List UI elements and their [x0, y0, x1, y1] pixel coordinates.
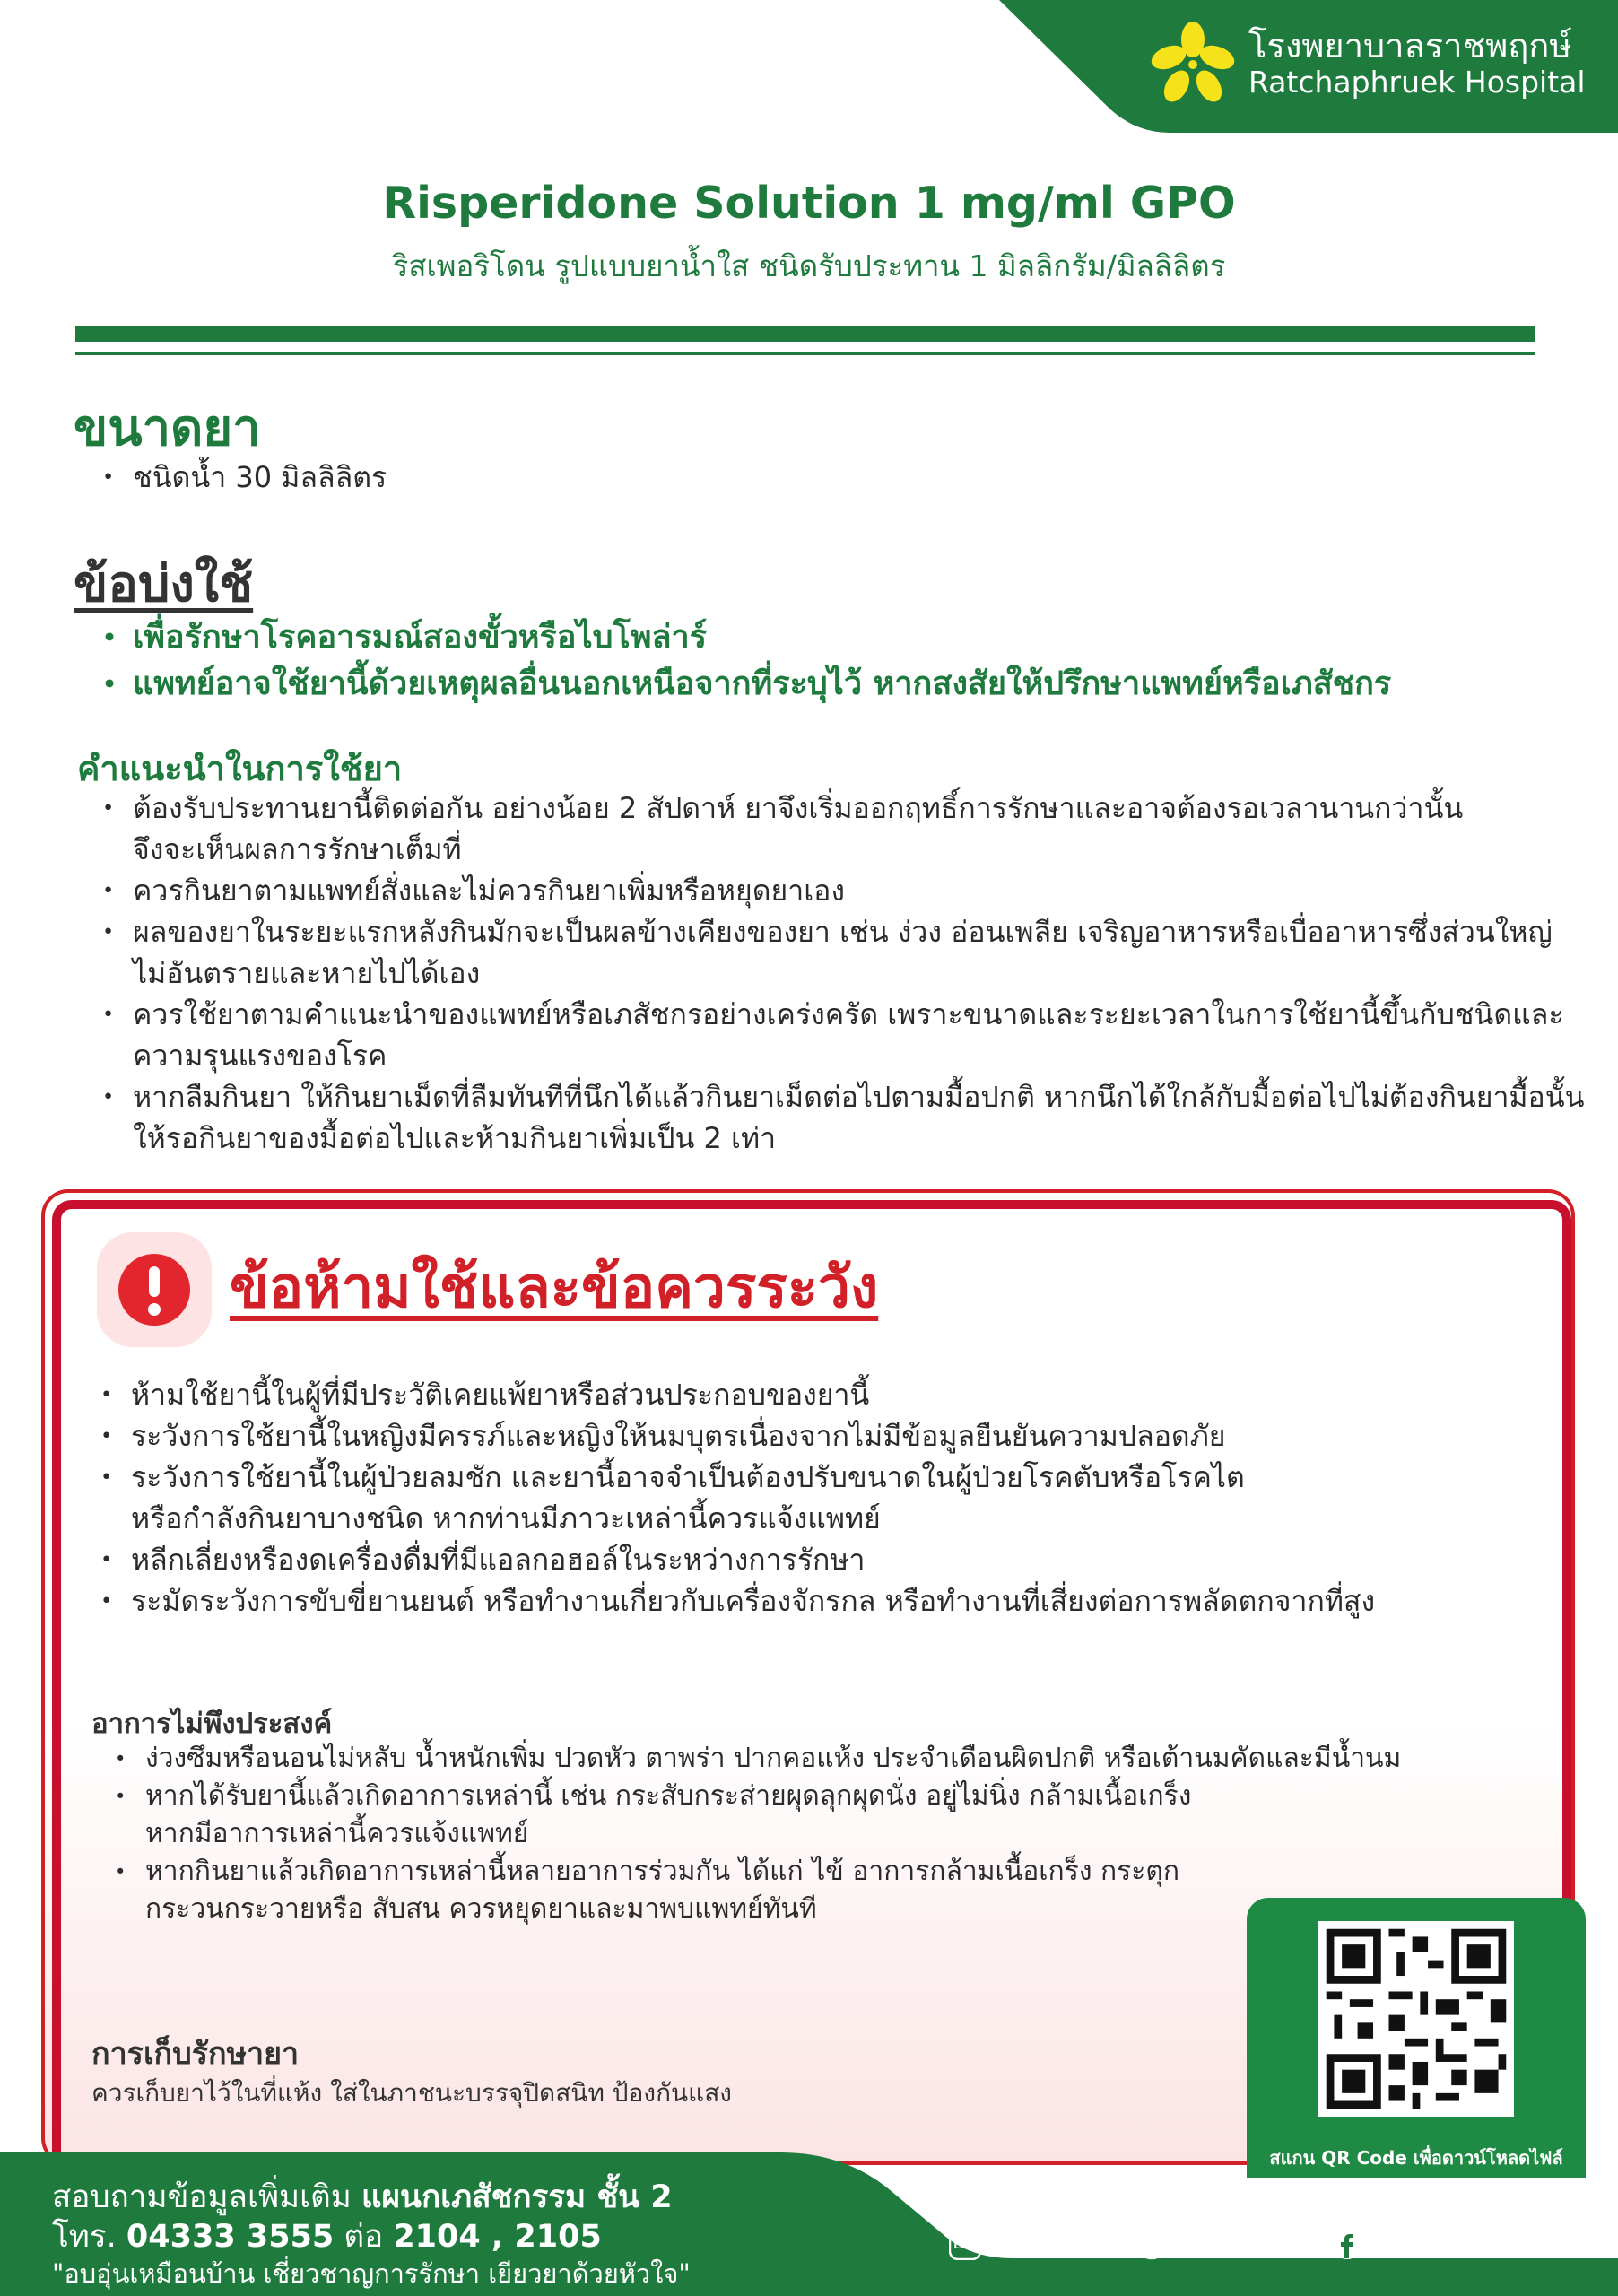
side-effects-list: [109, 1740, 1401, 1928]
hospital-name-th: โรงพยาบาลราชพฤกษ์: [1248, 26, 1572, 65]
globe-icon: [1135, 2228, 1168, 2260]
advice-item: • ต้องรับประทานยานี้ติดต่อกัน อย่างน้อย 2 สัปดาห์ ยาจึงเริ่มออกฤทธิ์การรักษาและอาจต้องรอเวลานานกว่านั้น จึงจะเห็นผลการรักษาเต็มที่: [97, 787, 1584, 870]
side-effect-item: • หากกินยาแล้วเกิดอาการเหล่านี้หลายอาการร่วมกัน ได้แก่ ไข้ อาการกล้ามเนื้อเกร็ง กระตุก กระวนกระวายหรือ สับสน ควรหยุดยาและมาพบแพทย์ทันที: [109, 1853, 1401, 1928]
storage-text: ควรเก็บยาไว้ในที่แห้ง ใส่ในภาชนะบรรจุปิดสนิท ป้องกันแสง: [91, 2078, 732, 2108]
section-heading-storage: การเก็บรักษายา: [91, 2036, 300, 2072]
line-id: ID : @RPHLine: [988, 2237, 1130, 2259]
website-label: WEBSITE: [1175, 2222, 1227, 2236]
website-link[interactable]: [1135, 2222, 1333, 2267]
divider-thin: [75, 352, 1535, 355]
footer-slogan: "อบอุ่นเหมือนบ้าน เชี่ยวชาญการรักษา เยียวยาด้วยหัวใจ": [52, 2258, 691, 2289]
drug-title-en: Risperidone Solution 1 mg/ml GPO: [382, 178, 1236, 229]
section-heading-side-effects: อาการไม่พึงประสงค์: [91, 1708, 333, 1740]
warning-item: • ระวังการใช้ยานี้ในผู้ป่วยลมชัก และยานี้อาจจำเป็นต้องปรับขนาดในผู้ป่วยโรคตับหรือโรคไต หรือกำลังกินยาบางชนิด หากท่านมีภาวะเหล่านี้ควรแจ้งแพทย์: [95, 1457, 1375, 1539]
warning-item: • ห้ามใช้ยานี้ในผู้ที่มีประวัติเคยแพ้ยาหรือส่วนประกอบของยานี้: [95, 1374, 1375, 1415]
warning-item: • ระมัดระวังการขับขี่ยานยนต์ หรือทำงานเกี่ยวกับเครื่องจักรกล หรือทำงานที่เสี่ยงต่อการพลัดตกจากที่สูง: [95, 1580, 1375, 1622]
facebook-icon: [1331, 2228, 1363, 2260]
warnings-list: [95, 1374, 1375, 1622]
warning-item: • หลีกเลี่ยงหรืองดเครื่องดื่มที่มีแอลกอฮอล์ในระหว่างการรักษา: [95, 1539, 1375, 1580]
warning-item: • ระวังการใช้ยานี้ในหญิงมีครรภ์และหญิงให้นมบุตรเนื่องจากไม่มีข้อมูลยืนยันความปลอดภัย: [95, 1415, 1375, 1457]
section-heading-indications: ข้อบ่งใช้: [74, 555, 254, 613]
dosage-list: [97, 459, 387, 495]
dosage-item: • ชนิดน้ำ 30 มิลลิลิตร: [97, 459, 387, 495]
drug-title-th: ริสเพอริโดน รูปแบบยาน้ำใส ชนิดรับประทาน 1 มิลลิกรัม/มิลลิลิตร: [392, 248, 1226, 283]
qr-caption: สแกน QR Code เพื่อดาวน์โหลดไฟล์: [1269, 2147, 1563, 2169]
document-reference: IF-PHA-460 Rev.00 (22 Dec. 2025): [1286, 2178, 1546, 2196]
section-heading-dosage: ขนาดยา: [74, 399, 261, 457]
advice-item: • ควรใช้ยาตามคำแนะนำของแพทย์หรือเภสัชกรอย่างเคร่งครัด เพราะขนาดและระยะเวลาในการใช้ยานี้ขึ้นกับชนิดและ ความรุนแรงของโรค: [97, 994, 1584, 1076]
website-url: WWW.rph.co.th: [1175, 2237, 1327, 2259]
warning-heading: ข้อห้ามใช้และข้อควรระวัง: [230, 1255, 879, 1321]
facebook-label: FACEBOOK: [1370, 2222, 1433, 2236]
divider-thick: [75, 326, 1535, 342]
indications-list: [97, 614, 1391, 708]
facebook-page: RatchaphruekHospital: [1370, 2237, 1589, 2259]
hospital-logo: [1148, 20, 1238, 109]
line-label: LINE: [988, 2222, 1015, 2236]
line-link[interactable]: [949, 2222, 1128, 2267]
indication-item: • แพทย์อาจใช้ยานี้ด้วยเหตุผลอื่นนอกเหนือจากที่ระบุไว้ หากสงสัยให้ปรึกษาแพทย์หรือเภสัชกร: [97, 661, 1391, 708]
hospital-name-en: Ratchaphruek Hospital: [1248, 65, 1586, 100]
svg-text:LINE: LINE: [953, 2241, 977, 2251]
qr-code-pattern: [1318, 1921, 1514, 2117]
facebook-link[interactable]: [1331, 2222, 1600, 2267]
qr-code[interactable]: [1318, 1921, 1514, 2117]
side-effect-item: • ง่วงซึมหรือนอนไม่หลับ น้ำหนักเพิ่ม ปวดหัว ตาพร่า ปากคอแห้ง ประจำเดือนผิดปกติ หรือเต้านมคัดและมีน้ำนม: [109, 1740, 1401, 1778]
line-icon: [949, 2228, 981, 2260]
advice-item: • หากลืมกินยา ให้กินยาเม็ดที่ลืมทันทีที่นึกได้แล้วกินยาเม็ดต่อไปตามมื้อปกติ หากนึกได้ใกล้กับมื้อต่อไปไม่ต้องกินยามื้อนั้น ให้รอกินยาของมื้อต่อไปและห้ามกินยาเพิ่มเป็น 2 เท่า: [97, 1076, 1584, 1159]
advice-item: • ผลของยาในระยะแรกหลังกินมักจะเป็นผลข้างเคียงของยา เช่น ง่วง อ่อนเพลีย เจริญอาหารหรือเบื่ออาหารซึ่งส่วนใหญ่ ไม่อันตรายและหายไปได้เอง: [97, 911, 1584, 994]
footer-phone: โทร. 04333 3555 ต่อ 2104 , 2105: [52, 2219, 602, 2255]
advice-list: [97, 787, 1584, 1159]
exclamation-icon: [93, 1229, 215, 1351]
footer-contact: สอบถามข้อมูลเพิ่มเติม แผนกเภสัชกรรม ชั้น 2: [52, 2179, 673, 2215]
indication-item: • เพื่อรักษาโรคอารมณ์สองขั้วหรือไบโพล่าร์: [97, 614, 1391, 661]
section-heading-advice: คำแนะนำในการใช้ยา: [77, 749, 403, 788]
side-effect-item: • หากได้รับยานี้แล้วเกิดอาการเหล่านี้ เช่น กระสับกระส่ายผุดลุกผุดนั่ง อยู่ไม่นิ่ง กล้ามเนื้อเกร็ง หากมีอาการเหล่านี้ควรแจ้งแพทย์: [109, 1778, 1401, 1853]
advice-item: • ควรกินยาตามแพทย์สั่งและไม่ควรกินยาเพิ่มหรือหยุดยาเอง: [97, 870, 1584, 911]
